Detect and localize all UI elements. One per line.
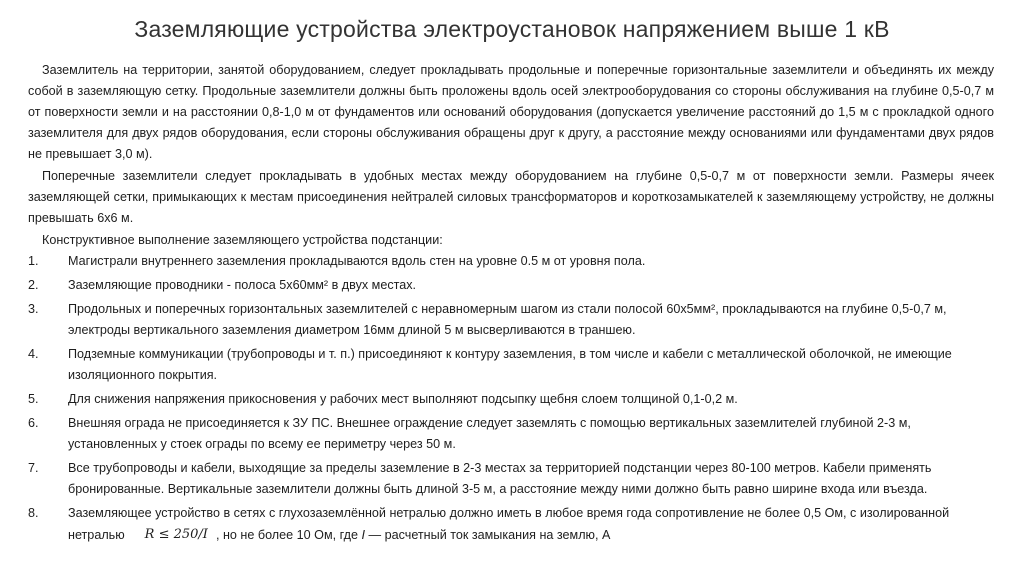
item8-text-before: Заземляющее устройство в сетях с глухозаземлённой нетралью должно иметь в любое время года сопротивление не более 0,5 Ом, с изолированной нетралью — [68, 506, 950, 542]
resistance-formula: R ≤ 250/I — [144, 527, 208, 542]
list-intro: Конструктивное выполнение заземляющего устройства подстанции: — [42, 233, 443, 247]
list-item — [28, 458, 994, 500]
list-item — [28, 251, 994, 272]
list-item — [28, 299, 994, 341]
item8-current-var: I — [361, 528, 366, 542]
list-item — [28, 503, 994, 546]
list-item-text: Заземляющие проводники - полоса 5х60мм² в двух местах. — [68, 278, 417, 292]
list-item — [28, 344, 994, 386]
list-item-text: Магистрали внутреннего заземления прокладываются вдоль стен на уровне 0.5 м от уровня пола. — [68, 254, 646, 268]
item8-text-end: — расчетный ток замыкания на землю, А — [368, 528, 611, 542]
list-item-text: Внешняя ограда не присоединяется к ЗУ ПС. Внешнее ограждение следует заземлять с помощью вертикальных заземлителей глубиной 2-3 м, установленных у стоек ограды по всему ее периметру через 50 м. — [68, 416, 911, 451]
list-item — [28, 413, 994, 455]
list-item — [28, 275, 994, 296]
list-item-text: Для снижения напряжения прикосновения у рабочих мест выполняют подсыпку щебня слоем толщиной 0,1-0,2 м. — [68, 392, 738, 406]
list-item-text — [68, 503, 994, 546]
list-item-number: 8. — [28, 506, 39, 520]
list-item-number: 5. — [28, 392, 39, 406]
list-item-number: 2. — [28, 278, 39, 292]
item8-text-after: , но не более 10 Ом, где — [215, 528, 359, 542]
list-item-number: 3. — [28, 302, 39, 316]
construction-list — [28, 251, 994, 546]
list-item-number: 4. — [28, 347, 39, 361]
list-item-text: Подземные коммуникации (трубопроводы и т. п.) присоединяют к контуру заземления, в том числе и кабели с металлической оболочкой, не имеющие изоляционного покрытия. — [68, 347, 952, 382]
paragraph-2: Поперечные заземлители следует прокладывать в удобных местах между оборудованием на глубине 0,5-0,7 м от поверхности земли. Размеры ячеек заземляющей сетки, примыкающих к местам присоединения нейтралей силовых трансформаторов и короткозамыкателей к заземляющему устройству, не должны превышать 6х6 м. — [28, 169, 994, 225]
list-item-text: Продольных и поперечных горизонтальных заземлителей с неравномерным шагом из стали полосой 60х5мм², прокладываются на глубине 0,5-0,7 м, электроды вертикального заземления диаметром 16мм длиной 5 м высверливаются в траншею. — [68, 302, 947, 337]
list-item-number: 6. — [28, 416, 39, 430]
paragraph-1: Заземлитель на территории, занятой оборудованием, следует прокладывать продольные и поперечные горизонтальные заземлители и объединять их между собой в заземляющую сетку. Продольные заземлители должны быть проложены вдоль осей электрооборудования со стороны обслуживания на глубине 0,5-0,7 м от поверхности земли и на расстоянии 0,8-1,0 м от фундаментов или оснований оборудования (допускается увеличение расстояний до 1,5 м с прокладкой одного заземлителя для двух рядов оборудования, если стороны обслуживания обращены друг к другу, а расстояние между основаниями или фундаментами двух рядов не превышает 3,0 м). — [28, 63, 994, 161]
list-item-number: 1. — [28, 254, 39, 268]
list-item — [28, 389, 994, 410]
list-item-text: Все трубопроводы и кабели, выходящие за пределы заземление в 2-3 местах за территорией подстанции через 80-100 метров. Кабели применять бронированные. Вертикальные заземлители должны быть длиной 3-5 м, а расстояние между ними должно быть равно ширине входа или въезда. — [68, 461, 932, 496]
slide-content — [28, 60, 994, 549]
slide-title: Заземляющие устройства электроустановок напряжением выше 1 кВ — [134, 16, 890, 42]
list-item-number: 7. — [28, 461, 39, 475]
